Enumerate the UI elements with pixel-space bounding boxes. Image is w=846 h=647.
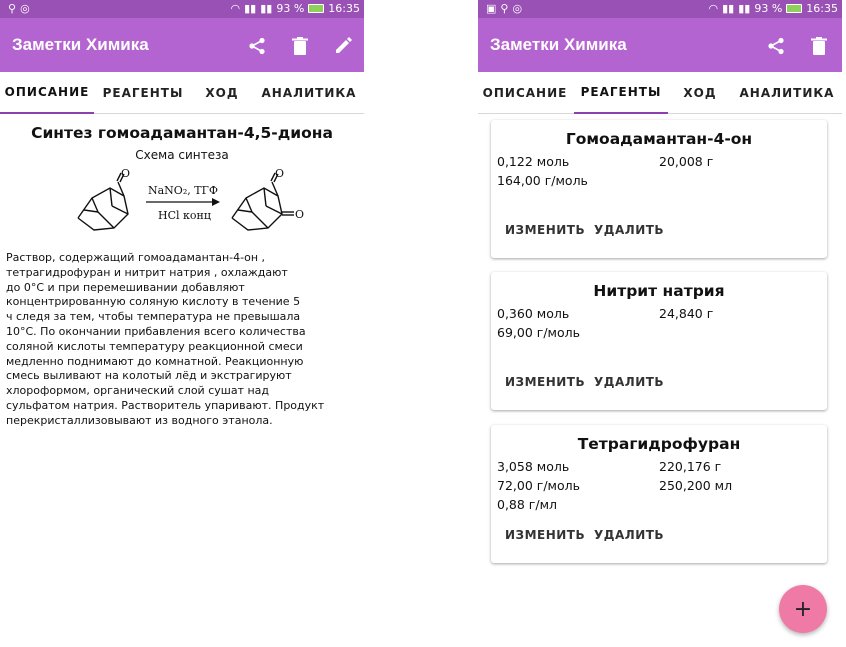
reagent-card: [491, 425, 827, 563]
trash-icon[interactable]: [289, 35, 311, 57]
synthesis-title: Синтез гомоадамантан-4,5-диона: [31, 124, 333, 142]
clock: 16:35: [806, 2, 838, 15]
app-bar: [0, 18, 364, 72]
usb-icon: ⚲: [8, 2, 17, 15]
sync-icon: ◎: [512, 2, 523, 15]
signal-icon-2: ▮▮: [260, 2, 273, 15]
reagent-top: NaNO₂, ТГФ: [148, 184, 218, 197]
left-screen: [0, 0, 364, 647]
reagent-name: Гомоадамантан-4-он: [565, 130, 753, 148]
battery-percent: 93 %: [754, 2, 783, 15]
delete-button[interactable]: УДАЛИТЬ: [594, 528, 665, 542]
tab-analytics[interactable]: АНАЛИТИКА: [739, 86, 835, 100]
reagent-mass: 24,840 г: [659, 306, 714, 321]
reagent-name: Нитрит натрия: [593, 282, 725, 300]
reagent-name: Тетрагидрофуран: [577, 435, 741, 453]
wifi-icon: ◠: [230, 2, 241, 15]
share-icon[interactable]: [765, 35, 787, 57]
tab-procedure[interactable]: ХОД: [683, 86, 717, 100]
reagent-moles: 0,360 моль: [497, 306, 570, 321]
svg-text:O: O: [121, 167, 131, 180]
add-reagent-button[interactable]: [779, 585, 827, 633]
clock: 16:35: [328, 2, 360, 15]
reaction-scheme-image: [70, 166, 310, 246]
reagent-molar-mass: 72,00 г/моль: [497, 478, 580, 493]
reagent-moles: 3,058 моль: [497, 459, 570, 474]
edit-button[interactable]: ИЗМЕНИТЬ: [505, 528, 586, 542]
tab-reagents[interactable]: РЕАГЕНТЫ: [102, 86, 184, 100]
signal-icon: ▮▮: [244, 2, 257, 15]
reagent-bottom: HCl конц: [158, 209, 211, 222]
reagent-moles: 0,122 моль: [497, 154, 570, 169]
reaction-scheme: [70, 166, 310, 246]
scheme-caption: Схема синтеза: [135, 148, 229, 162]
battery-icon: [786, 4, 802, 13]
wifi-icon: ◠: [708, 2, 719, 15]
reagent-mass: 220,176 г: [659, 459, 722, 474]
tab-reagents[interactable]: РЕАГЕНТЫ: [574, 72, 668, 114]
trash-icon[interactable]: [808, 35, 830, 57]
usb-icon: ⚲: [500, 2, 509, 15]
tab-bar: [0, 72, 364, 114]
status-bar: [478, 0, 842, 18]
reagent-density: 0,88 г/мл: [497, 497, 558, 512]
delete-button[interactable]: УДАЛИТЬ: [594, 223, 665, 237]
signal-icon: ▮▮: [722, 2, 735, 15]
reagent-molar-mass: 164,00 г/моль: [497, 173, 588, 188]
sync-icon: ◎: [20, 2, 30, 15]
battery-percent: 93 %: [276, 2, 305, 15]
reagent-card: [491, 120, 827, 258]
battery-icon: [308, 4, 324, 13]
tab-description[interactable]: ОПИСАНИЕ: [482, 86, 568, 100]
tab-procedure[interactable]: ХОД: [205, 86, 239, 100]
reagent-mass: 20,008 г: [659, 154, 714, 169]
reagent-card: [491, 272, 827, 410]
tab-description[interactable]: ОПИСАНИЕ: [0, 72, 94, 114]
tab-bar: [478, 72, 842, 114]
app-title: Заметки Химика: [490, 35, 627, 54]
image-icon: ▣: [486, 2, 497, 15]
plus-icon: +: [793, 596, 813, 622]
status-bar: [0, 0, 364, 18]
reagent-molar-mass: 69,00 г/моль: [497, 325, 580, 340]
edit-icon[interactable]: [332, 35, 354, 57]
svg-text:O: O: [275, 167, 285, 180]
edit-button[interactable]: ИЗМЕНИТЬ: [505, 223, 586, 237]
signal-icon-2: ▮▮: [738, 2, 751, 15]
procedure-text: Раствор, содержащий гомоадамантан-4-он , тетрагидрофуран и нитрит натрия , охлаждают до 0°С и при перемешивании добавляют концентрированную соляную кислоту в течение 5 ч следя за тем, чтобы температура не превышала 10°С. По окончании прибавления всего количества соляной кислоты температуру реакционной смеси медленно поднимают до комнатной. Реакционную смесь выливают на колотый лёд и экстрагируют хлороформом, органический слой сушат над сульфатом натрия. Растворитель упаривают. Продукт перекристаллизовывают из водного этанола.: [6, 251, 325, 427]
right-screen: [478, 0, 842, 647]
app-title: Заметки Химика: [12, 35, 149, 54]
edit-button[interactable]: ИЗМЕНИТЬ: [505, 375, 586, 389]
tab-analytics[interactable]: АНАЛИТИКА: [261, 86, 357, 100]
reagent-volume: 250,200 мл: [659, 478, 733, 493]
delete-button[interactable]: УДАЛИТЬ: [594, 375, 665, 389]
svg-text:O: O: [295, 208, 305, 221]
share-icon[interactable]: [246, 35, 268, 57]
app-bar: [478, 18, 842, 72]
